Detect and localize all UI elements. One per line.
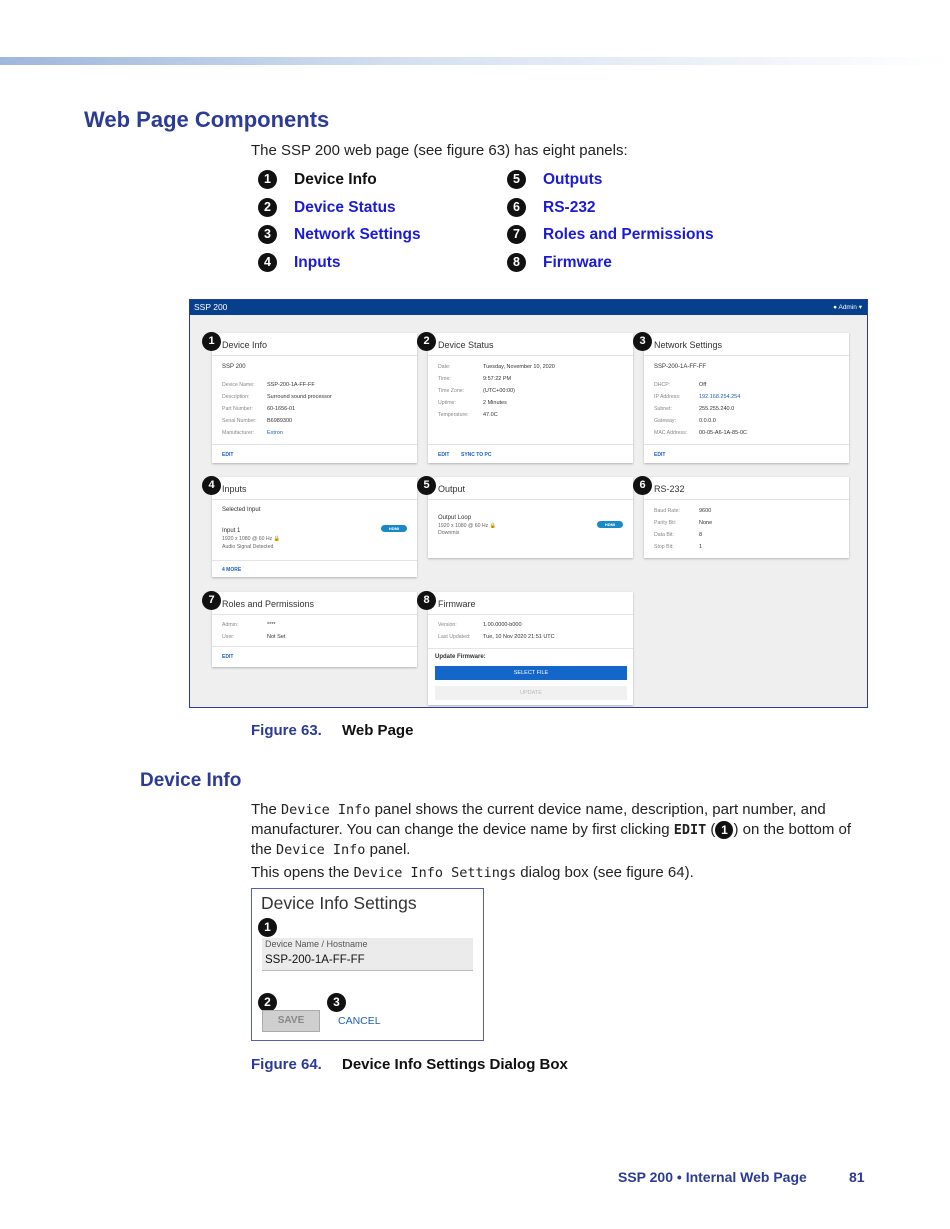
figure-63-caption bbox=[251, 722, 414, 739]
output-resolution: 1920 x 1080 @ 60 Hz 🔒 bbox=[438, 523, 497, 529]
panel-list-link[interactable]: RS-232 bbox=[543, 199, 596, 216]
panel-list-link[interactable]: Network Settings bbox=[294, 226, 421, 243]
figure-title: Device Info Settings Dialog Box bbox=[342, 1056, 568, 1073]
info-row: Device Name: SSP-200-1A-FF-FF bbox=[222, 382, 315, 388]
edit-button[interactable]: EDIT bbox=[222, 452, 234, 458]
save-button[interactable]: SAVE bbox=[262, 1010, 320, 1032]
device-info-heading: Device Info bbox=[140, 770, 242, 791]
more-inputs-button[interactable]: 4 MORE bbox=[222, 567, 242, 573]
hdmi-tag: HDMI bbox=[381, 525, 407, 532]
info-row: Stop Bit: 1 bbox=[654, 544, 703, 550]
panel-title: Inputs bbox=[222, 484, 247, 494]
info-row: Time Zone: (UTC+00:00) bbox=[438, 388, 515, 394]
update-firmware-label: Update Firmware: bbox=[435, 654, 486, 660]
update-button[interactable]: UPDATE bbox=[435, 686, 627, 700]
panel-list-link[interactable]: Roles and Permissions bbox=[543, 226, 714, 243]
number-badge-icon: 8 bbox=[507, 253, 526, 272]
number-badge-icon: 2 bbox=[258, 198, 277, 217]
network-settings-panel bbox=[644, 333, 849, 463]
panel-title: Output bbox=[438, 484, 466, 494]
section-heading: Web Page Components bbox=[84, 107, 330, 132]
info-row: MAC Address: 00-05-A6-1A-85-0C bbox=[654, 430, 747, 436]
user-menu[interactable]: ● Admin ▾ bbox=[833, 304, 862, 311]
footer-title: SSP 200 • Internal Web Page bbox=[618, 1169, 807, 1185]
divider bbox=[212, 355, 417, 356]
inputs-panel bbox=[212, 477, 417, 577]
info-row: Version: 1.00.0000-b000 bbox=[438, 622, 522, 628]
info-row: Parity Bit: None bbox=[654, 520, 713, 526]
info-row: User: Not Set bbox=[222, 634, 286, 640]
info-row: Uptime: 2 Minutes bbox=[438, 400, 507, 406]
info-row: Temperature: 47.0C bbox=[438, 412, 498, 418]
panel-title: Firmware bbox=[438, 599, 476, 609]
panel-list-link[interactable]: Device Status bbox=[294, 199, 396, 216]
cancel-button[interactable]: CANCEL bbox=[338, 1015, 381, 1027]
input-name: Input 1 bbox=[222, 528, 241, 534]
page-number: 81 bbox=[849, 1169, 865, 1185]
number-badge-icon: 8 bbox=[417, 591, 436, 610]
roles-permissions-panel bbox=[212, 592, 417, 667]
output-mix: Downmix bbox=[438, 530, 460, 536]
field-value[interactable]: SSP-200-1A-FF-FF bbox=[265, 954, 365, 966]
field-label: Device Name / Hostname bbox=[265, 939, 368, 949]
device-name-field[interactable] bbox=[262, 938, 473, 971]
hdmi-tag: HDMI bbox=[597, 521, 623, 528]
header-gradient-bar bbox=[0, 57, 950, 65]
number-badge-icon: 1 bbox=[202, 332, 221, 351]
info-row: Manufacturer: Extron bbox=[222, 430, 283, 436]
device-status-panel bbox=[428, 333, 633, 463]
edit-button[interactable]: EDIT bbox=[438, 452, 450, 458]
info-row: Time: 9:57:22 PM bbox=[438, 376, 512, 382]
input-resolution: 1920 x 1080 @ 60 Hz 🔒 bbox=[222, 536, 281, 542]
device-info-panel bbox=[212, 333, 417, 463]
info-row: Data Bit: 8 bbox=[654, 532, 703, 538]
number-badge-icon: 1 bbox=[258, 170, 277, 189]
info-row: IP Address: 192.168.254.254 bbox=[654, 394, 741, 400]
number-badge-icon: 2 bbox=[258, 993, 277, 1012]
number-badge-icon: 6 bbox=[507, 198, 526, 217]
device-info-paragraph: The Device Info panel shows the current device name, description, part number, and manufacturer. You can change the device name by first clicking EDIT ( 1 ) on the bottom of the Device Info panel. bbox=[251, 801, 852, 858]
info-row: Gateway: 0.0.0.0 bbox=[654, 418, 716, 424]
figure-title: Web Page bbox=[342, 722, 414, 739]
firmware-panel bbox=[428, 592, 633, 705]
info-row: Serial Number: B6989300 bbox=[222, 418, 293, 424]
selected-input-label: Selected Input bbox=[222, 507, 261, 513]
info-row: Part Number: 60-1656-01 bbox=[222, 406, 296, 412]
number-badge-icon: 7 bbox=[202, 591, 221, 610]
edit-button[interactable]: EDIT bbox=[654, 452, 666, 458]
dialog-title: Device Info Settings bbox=[261, 893, 417, 913]
panel-list-link[interactable]: Inputs bbox=[294, 254, 341, 271]
output-panel bbox=[428, 477, 633, 558]
figure-64-caption bbox=[251, 1056, 568, 1073]
info-row: Subnet: 255.255.240.0 bbox=[654, 406, 735, 412]
audio-status: Audio Signal Detected bbox=[222, 544, 274, 550]
app-title: SSP 200 bbox=[194, 302, 228, 312]
number-badge-icon: 4 bbox=[202, 476, 221, 495]
number-badge-icon: 2 bbox=[417, 332, 436, 351]
dialog-intro-paragraph: This opens the Device Info Settings dialog box (see figure 64). bbox=[251, 864, 694, 881]
number-badge-icon: 6 bbox=[633, 476, 652, 495]
number-badge-icon: 3 bbox=[327, 993, 346, 1012]
info-row: DHCP: Off bbox=[654, 382, 707, 388]
info-row: Admin: **** bbox=[222, 622, 276, 628]
user-name: Admin bbox=[838, 304, 857, 311]
panel-title: Device Status bbox=[438, 340, 494, 350]
panel-title: Network Settings bbox=[654, 340, 723, 350]
device-info-settings-dialog bbox=[251, 888, 484, 1041]
info-row: Baud Rate: 9600 bbox=[654, 508, 712, 514]
figure-number: Figure 64. bbox=[251, 1056, 322, 1073]
panel-list-link[interactable]: Firmware bbox=[543, 254, 612, 271]
number-badge-icon: 5 bbox=[417, 476, 436, 495]
device-model: SSP 200 bbox=[222, 364, 246, 370]
number-badge-icon: 3 bbox=[258, 225, 277, 244]
panel-title: Roles and Permissions bbox=[222, 599, 315, 609]
select-file-button[interactable]: SELECT FILE bbox=[435, 666, 627, 680]
number-badge-icon: 5 bbox=[507, 170, 526, 189]
number-badge-icon: 7 bbox=[507, 225, 526, 244]
web-page-screenshot bbox=[189, 299, 868, 708]
output-name: Output Loop bbox=[438, 515, 472, 521]
app-bar bbox=[190, 300, 867, 315]
figure-number: Figure 63. bbox=[251, 722, 322, 739]
panel-title: Device Info bbox=[222, 340, 268, 350]
number-badge-icon: 1 bbox=[715, 821, 733, 839]
number-badge-icon: 1 bbox=[258, 918, 277, 937]
panel-list-label: Device Info bbox=[294, 171, 377, 188]
info-row: Description: Surround sound processor bbox=[222, 394, 332, 400]
intro-text: The SSP 200 web page (see figure 63) has eight panels: bbox=[251, 142, 628, 159]
info-row: Date: Tuesday, November 10, 2020 bbox=[438, 364, 555, 370]
edit-button[interactable]: EDIT bbox=[222, 654, 234, 660]
panel-list-link[interactable]: Outputs bbox=[543, 171, 603, 188]
number-badge-icon: 3 bbox=[633, 332, 652, 351]
number-badge-icon: 4 bbox=[258, 253, 277, 272]
panel-title: RS-232 bbox=[654, 484, 685, 494]
info-row: Last Updated: Tue, 10 Nov 2020 21:51 UTC bbox=[438, 634, 555, 640]
sync-to-pc-button[interactable]: SYNC TO PC bbox=[461, 452, 492, 458]
hostname: SSP-200-1A-FF-FF bbox=[654, 364, 707, 370]
rs232-panel bbox=[644, 477, 849, 558]
